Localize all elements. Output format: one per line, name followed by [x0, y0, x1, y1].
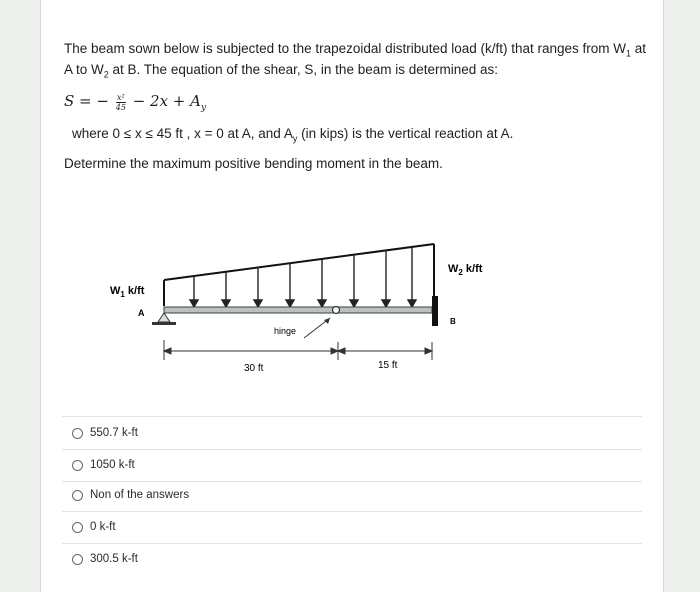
dim-15ft: 15 ft — [378, 360, 398, 371]
question-text: where 0 ≤ x ≤ 45 ft , x = 0 at A, and A — [72, 126, 293, 141]
subscript: y — [292, 133, 298, 144]
option-label: 1050 k-ft — [90, 459, 135, 471]
subscript: 1 — [626, 48, 632, 59]
equation-lhs: S = − — [64, 92, 109, 110]
task-text: Determine the maximum positive bending moment in the beam. — [64, 156, 443, 171]
load-arrows — [190, 247, 416, 307]
hinge-pointer-head — [324, 318, 330, 324]
question-text: The beam sown below is subjected to the trapezoidal distributed load (k/ft) that ranges from W — [64, 41, 627, 56]
w2-label: $W_2$ k/ft — [448, 263, 483, 277]
dimension-line — [164, 340, 432, 360]
w1-label: $W_1$ k/ft — [110, 285, 145, 299]
question-text: A to W — [64, 62, 104, 77]
radio-button-icon[interactable] — [72, 460, 83, 471]
load-top-line — [164, 244, 434, 280]
beam-figure — [96, 232, 516, 382]
fraction-denominator: 45 — [115, 102, 126, 112]
divider — [62, 511, 642, 512]
radio-button-icon[interactable] — [72, 522, 83, 533]
point-a-label: A — [138, 308, 145, 318]
radio-button-icon[interactable] — [72, 554, 83, 565]
radio-button-icon[interactable] — [72, 490, 83, 501]
option-label: 0 k-ft — [90, 521, 116, 533]
answer-option[interactable] — [72, 521, 116, 533]
dim-30ft: 30 ft — [244, 363, 264, 374]
hinge-icon — [333, 307, 340, 314]
option-label: Non of the answers — [90, 489, 190, 501]
question-text: at — [631, 41, 647, 56]
equation-rest: − 2x + A — [132, 92, 201, 110]
question-text: (in kips) is the vertical reaction at A. — [297, 126, 514, 141]
answer-option[interactable] — [72, 489, 189, 501]
equation-fraction — [116, 93, 126, 112]
shear-equation — [64, 92, 206, 113]
divider — [62, 449, 642, 450]
support-base — [152, 322, 176, 325]
divider — [62, 481, 642, 482]
hinge-label: hinge — [274, 326, 297, 336]
point-b-label: B — [450, 317, 456, 326]
answer-option[interactable] — [72, 553, 138, 565]
divider — [62, 416, 642, 417]
subscript: y — [200, 103, 207, 113]
fixed-support-icon — [432, 296, 438, 326]
question-text: at B. The equation of the shear, S, in the beam is determined as: — [108, 62, 499, 77]
option-label: 550.7 k-ft — [90, 427, 138, 439]
fraction-numerator: x² — [116, 92, 125, 102]
answer-option[interactable] — [72, 427, 138, 439]
pin-support-icon — [158, 313, 170, 322]
subscript: 2 — [103, 69, 109, 80]
answer-option[interactable] — [72, 459, 135, 471]
radio-button-icon[interactable] — [72, 428, 83, 439]
divider — [62, 543, 642, 544]
question-line-2 — [64, 59, 498, 86]
where-clause — [72, 123, 513, 150]
option-label: 300.5 k-ft — [90, 553, 138, 565]
beam — [164, 307, 432, 313]
